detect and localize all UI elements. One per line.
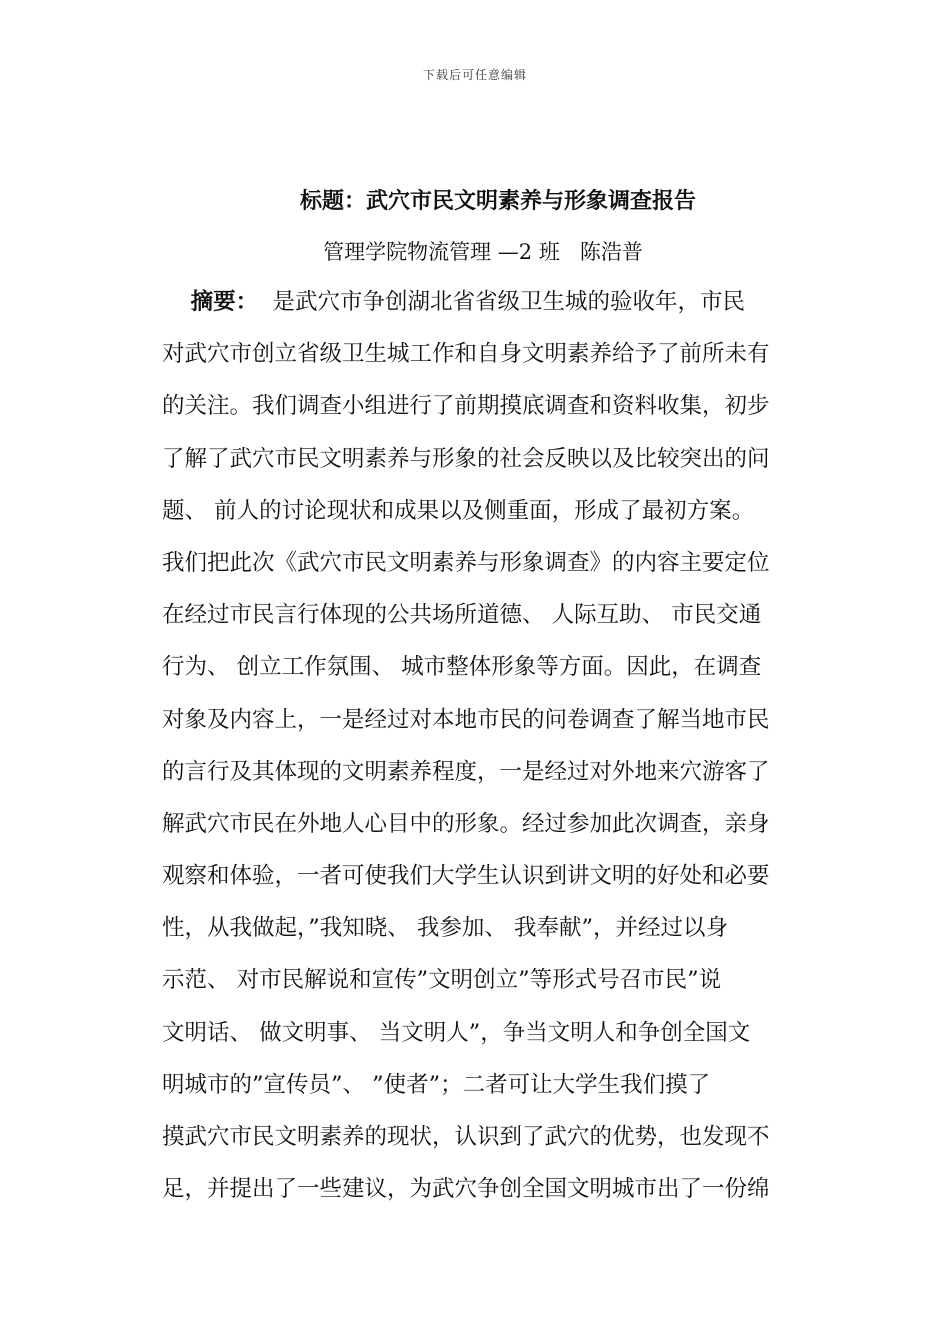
abstract-line: 行为、 创立工作氛围、 城市整体形象等方面。因此，在调查 (162, 654, 762, 681)
abstract-line: 对象及内容上，一是经过对本地市民的问卷调查了解当地市民 (162, 706, 770, 733)
abstract-line: 的关注。我们调查小组进行了前期摸底调查和资料收集，初步 (162, 393, 770, 420)
author-line: 管理学院物流管理 —2 班 陈浩普 (323, 240, 643, 264)
page-header-note: 下载后可任意编辑 (422, 68, 527, 82)
abstract-line: 的言行及其体现的文明素养程度，一是经过对外地来穴游客了 (162, 758, 770, 785)
abstract-line: 文明话、 做文明事、 当文明人”，争当文明人和争创全国文 (162, 1019, 751, 1046)
abstract-label: 摘要： (190, 289, 259, 315)
abstract-line: 性，从我做起，”我知晓、 我参加、 我奉献”，并经过以身 (162, 915, 729, 942)
abstract-line: 在经过市民言行体现的公共场所道德、 人际互助、 市民交通 (162, 602, 762, 629)
abstract-line: 示范、 对市民解说和宣传”文明创立”等形式号召市民”说 (162, 967, 722, 994)
abstract-line: 摸武穴市民文明素养的现状，认识到了武穴的优势，也发现不 (162, 1124, 770, 1150)
abstract-line-text: 是武穴市争创湖北省省级卫生城的验收年，市民 (272, 289, 745, 315)
abstract-line: 了解了武穴市民文明素养与形象的社会反映以及比较突出的问 (162, 445, 770, 472)
abstract-line: 解武穴市民在外地人心目中的形象。经过参加此次调查，亲身 (162, 810, 770, 837)
abstract-line: 我们把此次《武穴市民文明素养与形象调查》的内容主要定位 (162, 549, 770, 576)
document-title: 标题：武穴市民文明素养与形象调查报告 (299, 188, 696, 214)
abstract-line (162, 276, 792, 328)
abstract-line: 题、 前人的讨论现状和成果以及侧重面，形成了最初方案。 (162, 497, 755, 524)
abstract-line: 对武穴市创立省级卫生城工作和自身文明素养给予了前所未有 (162, 341, 770, 368)
abstract-line: 足，并提出了一些建议，为武穴争创全国文明城市出了一份绵 (162, 1176, 770, 1203)
abstract-line: 明城市的”宣传员”、 ”使者”；二者可让大学生我们摸了 (162, 1071, 711, 1098)
abstract-body (162, 276, 792, 1215)
abstract-line: 观察和体验，一者可使我们大学生认识到讲文明的好处和必要 (162, 863, 770, 890)
